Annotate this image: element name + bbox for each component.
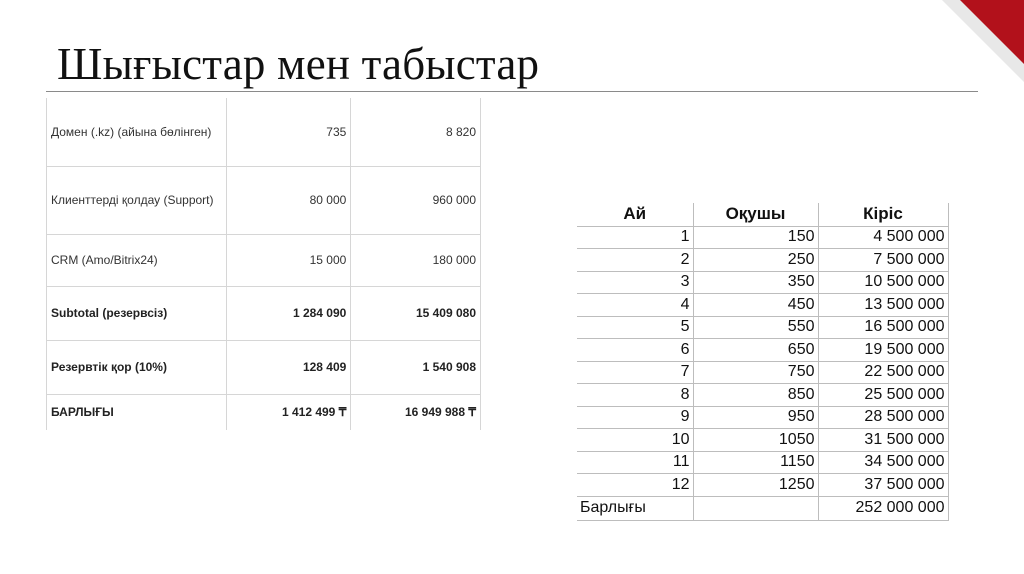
students-cell: 450	[693, 294, 818, 317]
students-cell: 150	[693, 226, 818, 249]
table-row	[47, 98, 481, 166]
table-row	[577, 294, 948, 317]
income-cell: 7 500 000	[818, 249, 948, 272]
table-row	[577, 271, 948, 294]
students-cell: 250	[693, 249, 818, 272]
costs-table	[46, 98, 481, 430]
income-cell: 34 500 000	[818, 451, 948, 474]
column-header-month: Ай	[577, 203, 693, 226]
column-header-students: Оқушы	[693, 203, 818, 226]
income-cell: 37 500 000	[818, 474, 948, 497]
column-header-income: Кіріс	[818, 203, 948, 226]
table-row	[47, 286, 481, 340]
students-cell: 950	[693, 406, 818, 429]
students-cell: 350	[693, 271, 818, 294]
month-cell: 6	[577, 339, 693, 362]
cost-month: 80 000	[226, 166, 351, 234]
total-empty-cell	[693, 496, 818, 520]
month-cell: 9	[577, 406, 693, 429]
cost-name: Клиенттерді қолдау (Support)	[47, 166, 227, 234]
month-cell: 8	[577, 384, 693, 407]
students-cell: 750	[693, 361, 818, 384]
month-cell: 4	[577, 294, 693, 317]
table-row	[577, 339, 948, 362]
income-cell: 25 500 000	[818, 384, 948, 407]
month-cell: 5	[577, 316, 693, 339]
table-row	[47, 166, 481, 234]
table-row	[577, 249, 948, 272]
income-cell: 28 500 000	[818, 406, 948, 429]
cost-name: БАРЛЫҒЫ	[47, 394, 227, 430]
total-label: Барлығы	[577, 496, 693, 520]
cost-year: 16 949 988 ₸	[351, 394, 481, 430]
cost-year: 15 409 080	[351, 286, 481, 340]
cost-name: Subtotal (резервсіз)	[47, 286, 227, 340]
table-row	[577, 316, 948, 339]
students-cell: 850	[693, 384, 818, 407]
income-cell: 19 500 000	[818, 339, 948, 362]
month-cell: 2	[577, 249, 693, 272]
total-row	[577, 496, 948, 520]
table-row	[577, 429, 948, 452]
income-cell: 22 500 000	[818, 361, 948, 384]
month-cell: 1	[577, 226, 693, 249]
income-cell: 4 500 000	[818, 226, 948, 249]
month-cell: 7	[577, 361, 693, 384]
cost-name: Резервтік қор (10%)	[47, 340, 227, 394]
students-cell: 1250	[693, 474, 818, 497]
title-underline	[46, 91, 978, 92]
cost-month: 1 284 090	[226, 286, 351, 340]
month-cell: 11	[577, 451, 693, 474]
students-cell: 1050	[693, 429, 818, 452]
cost-month: 735	[226, 98, 351, 166]
cost-name: CRM (Amo/Bitrix24)	[47, 234, 227, 286]
students-cell: 550	[693, 316, 818, 339]
month-cell: 10	[577, 429, 693, 452]
total-value: 252 000 000	[818, 496, 948, 520]
students-cell: 1150	[693, 451, 818, 474]
table-row	[47, 340, 481, 394]
cost-year: 1 540 908	[351, 340, 481, 394]
slide-title: Шығыстар мен табыстар	[57, 39, 540, 89]
cost-name: Домен (.kz) (айына бөлінген)	[47, 98, 227, 166]
month-cell: 3	[577, 271, 693, 294]
income-cell: 13 500 000	[818, 294, 948, 317]
table-row	[47, 394, 481, 430]
table-row	[577, 406, 948, 429]
corner-decoration	[942, 0, 1024, 82]
corner-red-triangle	[960, 0, 1024, 64]
income-cell: 31 500 000	[818, 429, 948, 452]
table-header-row	[577, 203, 948, 226]
table-row	[577, 361, 948, 384]
revenue-body	[577, 226, 948, 496]
table-row	[47, 234, 481, 286]
cost-year: 8 820	[351, 98, 481, 166]
table-row	[577, 451, 948, 474]
table-row	[577, 384, 948, 407]
table-row	[577, 474, 948, 497]
cost-year: 180 000	[351, 234, 481, 286]
income-cell: 10 500 000	[818, 271, 948, 294]
students-cell: 650	[693, 339, 818, 362]
cost-year: 960 000	[351, 166, 481, 234]
income-cell: 16 500 000	[818, 316, 948, 339]
revenue-table	[577, 203, 949, 521]
cost-month: 1 412 499 ₸	[226, 394, 351, 430]
table-row	[577, 226, 948, 249]
cost-month: 15 000	[226, 234, 351, 286]
month-cell: 12	[577, 474, 693, 497]
cost-month: 128 409	[226, 340, 351, 394]
